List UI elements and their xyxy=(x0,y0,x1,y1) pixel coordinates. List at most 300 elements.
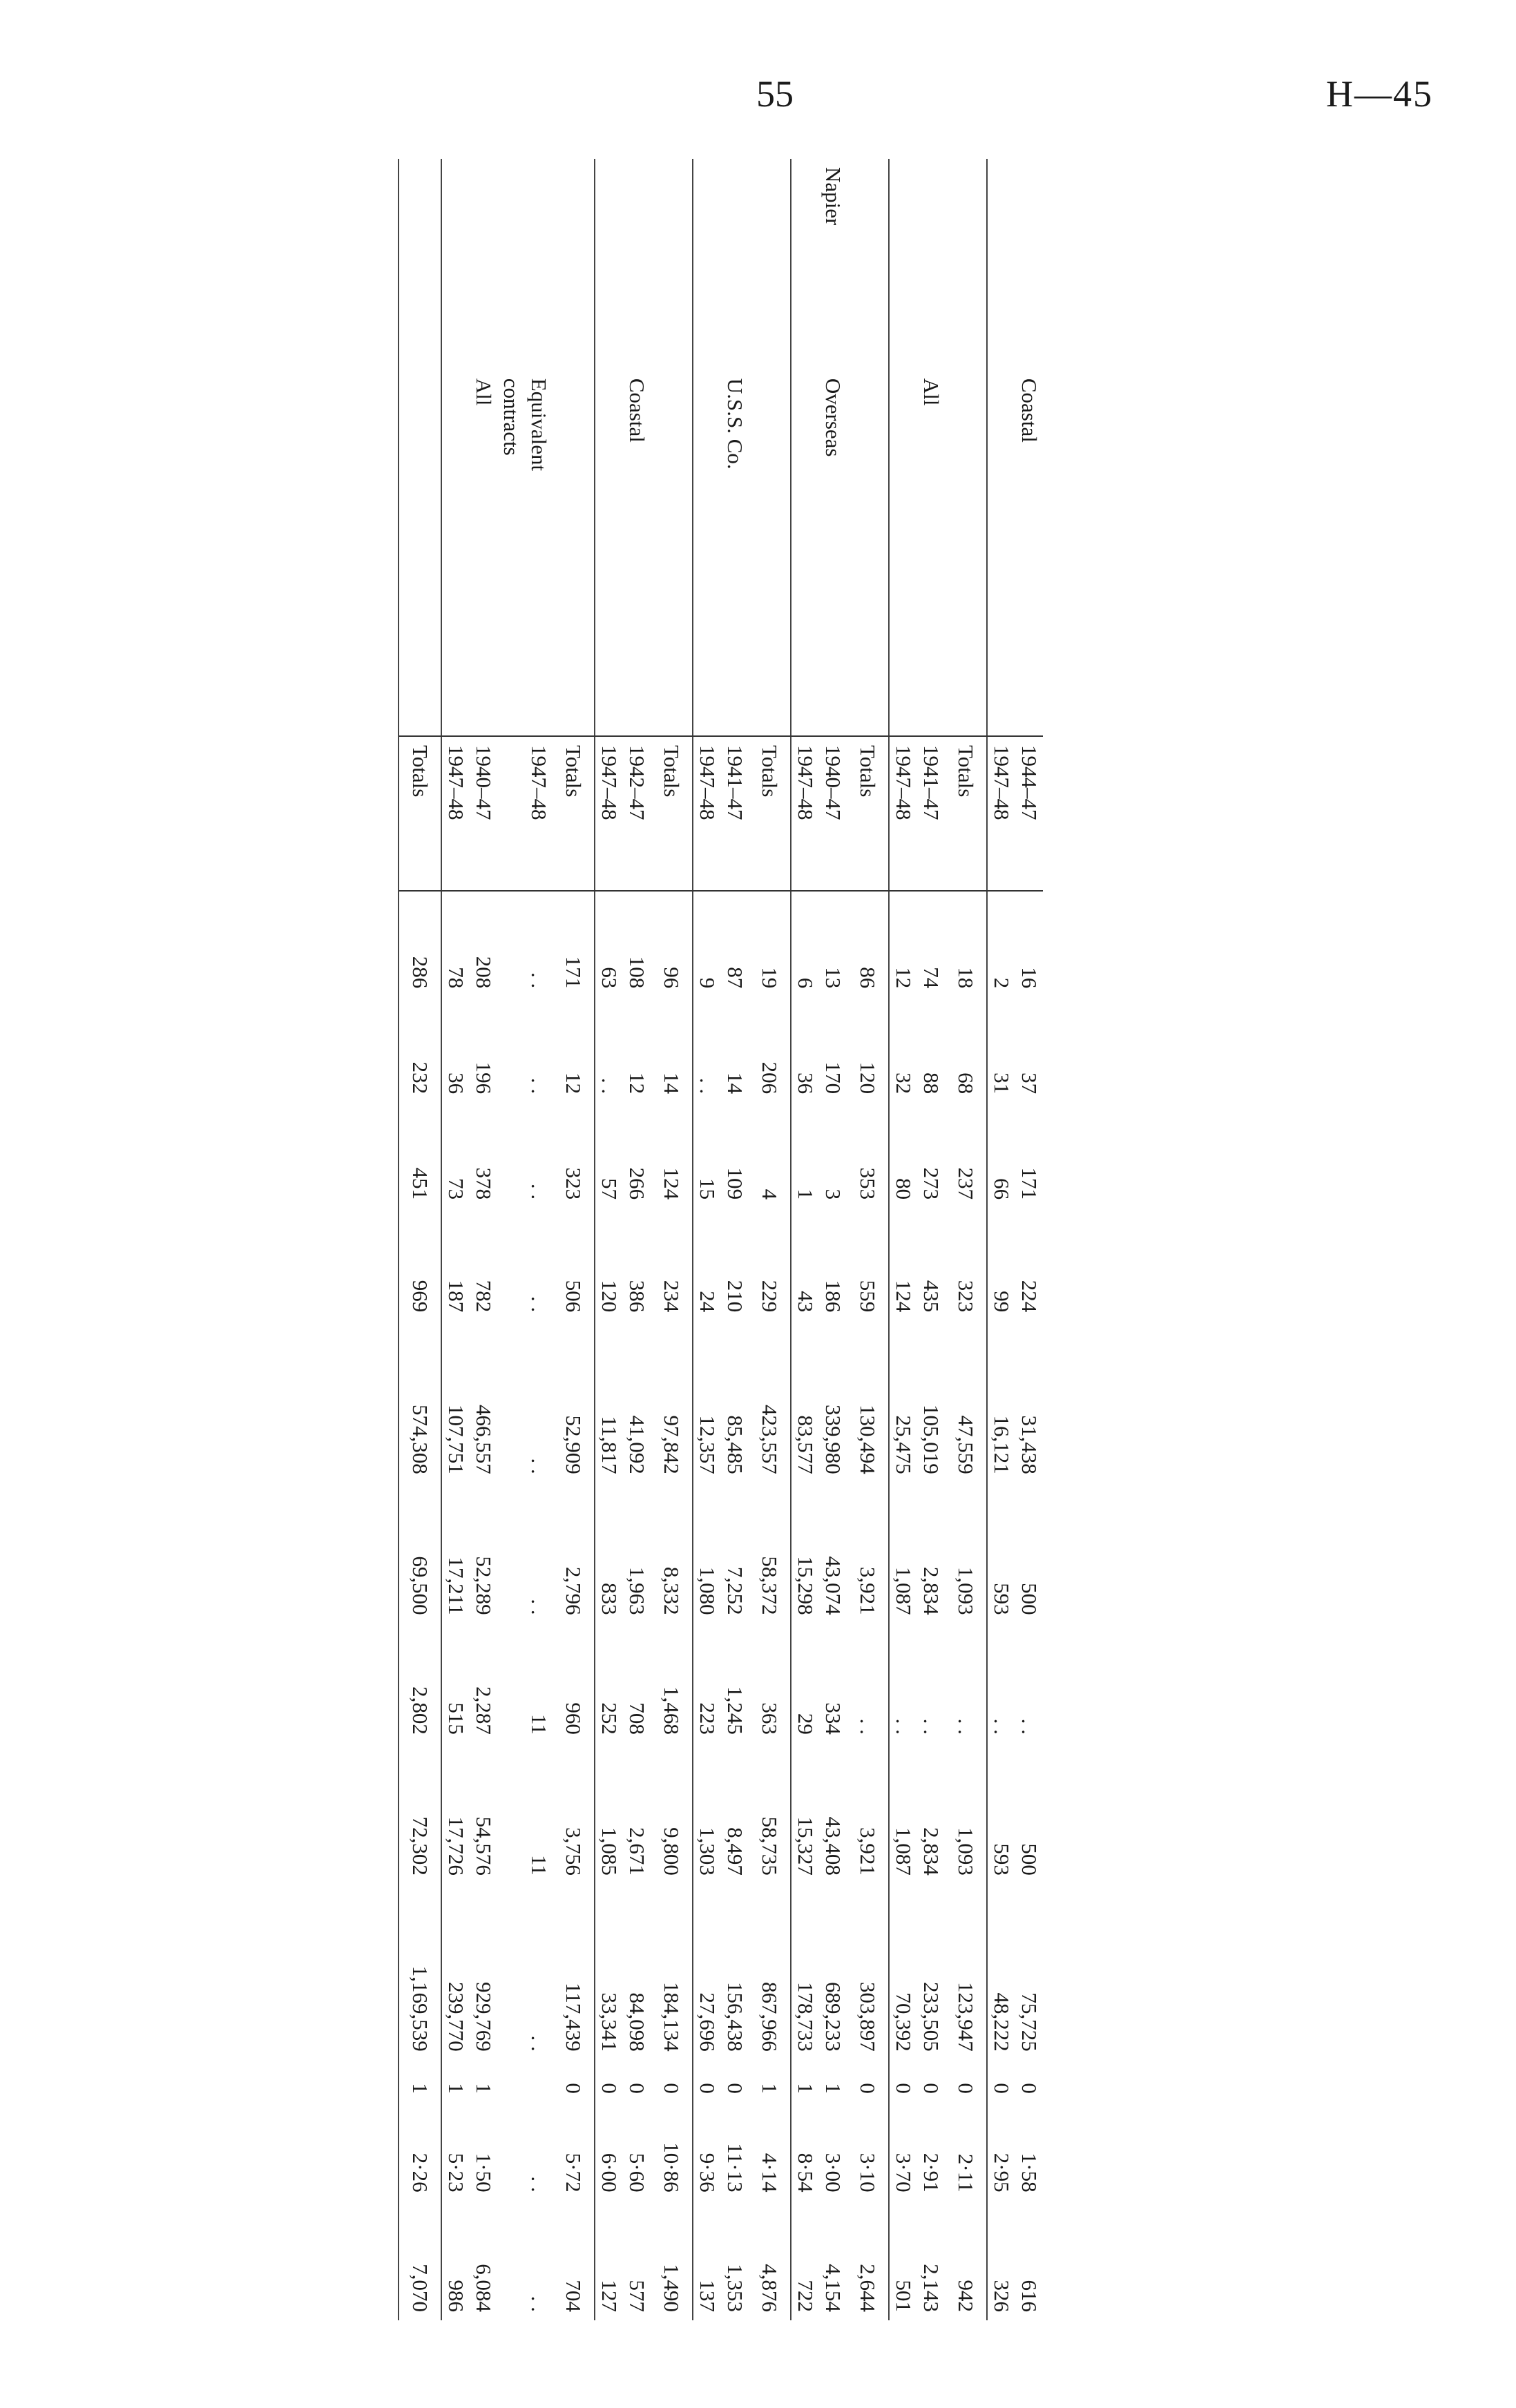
year-cell: 1941–47 xyxy=(917,736,945,891)
value-cell: 1,303 xyxy=(695,1827,720,1876)
value-cell: 3,921 xyxy=(847,1483,889,1624)
value-cell: 237 xyxy=(945,1102,987,1208)
table-row xyxy=(1015,159,1043,2320)
value-cell: 11·13 xyxy=(723,2143,747,2193)
value-cell: 105,019 xyxy=(919,1404,943,1474)
value-cell: 0 xyxy=(892,2083,916,2094)
value-cell: 273 xyxy=(919,1167,943,1200)
value-cell xyxy=(497,1884,525,2060)
value-cell: . . xyxy=(847,1624,889,1743)
value-cell: 15,327 xyxy=(794,1816,818,1876)
value-cell: 16,121 xyxy=(990,1415,1014,1474)
value-cell: 68 xyxy=(945,996,987,1102)
value-cell: 500 xyxy=(1017,1583,1042,1615)
value-cell: 25,475 xyxy=(892,1415,916,1474)
value-cell: 107,751 xyxy=(444,1404,468,1474)
value-cell: 0 xyxy=(651,2060,693,2102)
port-cell xyxy=(847,159,889,370)
value-cell: 239,770 xyxy=(444,1981,468,2052)
value-cell: 3,921 xyxy=(847,1743,889,1884)
class-cell xyxy=(847,370,889,736)
value-cell: 593 xyxy=(990,1583,1014,1615)
value-cell xyxy=(497,891,525,996)
value-cell: 52,289 xyxy=(472,1556,496,1615)
port-cell xyxy=(945,159,987,370)
value-cell: 99 xyxy=(990,1291,1014,1313)
class-cell: All xyxy=(919,378,943,406)
value-cell: 0 xyxy=(919,2083,943,2094)
value-cell: 2,671 xyxy=(625,1827,649,1876)
value-cell: 1,087 xyxy=(892,1827,916,1876)
value-cell: 5·72 xyxy=(553,2102,595,2201)
totals-row xyxy=(553,159,595,2320)
value-cell: 87 xyxy=(721,891,749,996)
value-cell: 386 xyxy=(625,1280,649,1313)
value-cell: 137 xyxy=(695,2280,720,2312)
value-cell: 19 xyxy=(749,891,791,996)
value-cell: 1,169,539 xyxy=(399,1884,441,2060)
value-cell: 11,817 xyxy=(597,1416,622,1474)
value-cell: . . xyxy=(527,1183,551,1200)
value-cell: 13 xyxy=(819,891,847,996)
value-cell: 234 xyxy=(651,1208,693,1320)
value-cell: 80 xyxy=(892,1178,916,1200)
value-cell: 75,725 xyxy=(1017,1992,1042,2052)
year-cell: 1940–47 xyxy=(470,736,497,891)
value-cell: 70,392 xyxy=(892,1992,916,2052)
value-cell: 223 xyxy=(695,1702,720,1735)
class-cell xyxy=(595,370,623,736)
value-cell: 3 xyxy=(821,1188,845,1200)
value-cell: 506 xyxy=(553,1208,595,1320)
year-cell: 1947–48 xyxy=(987,736,1015,891)
value-cell xyxy=(497,1743,525,1884)
value-cell: 423,557 xyxy=(749,1320,791,1482)
year-cell: 1944–47 xyxy=(1015,736,1043,891)
value-cell: 616 xyxy=(1017,2280,1042,2312)
value-cell: 1 xyxy=(399,2060,441,2102)
value-cell: 208 xyxy=(470,891,497,996)
value-cell: 942 xyxy=(945,2201,987,2320)
value-cell: 69,500 xyxy=(399,1483,441,1624)
port-cell xyxy=(399,159,441,370)
value-cell: 0 xyxy=(1017,2083,1042,2094)
table-row xyxy=(441,159,470,2320)
port-cell xyxy=(595,159,623,370)
value-cell: 229 xyxy=(749,1208,791,1320)
value-cell: 2,644 xyxy=(847,2201,889,2320)
year-cell: Totals xyxy=(553,736,595,891)
value-cell: 0 xyxy=(723,2083,747,2094)
value-cell: 108 xyxy=(623,891,651,996)
value-cell: 120 xyxy=(597,1280,622,1313)
value-cell: 31 xyxy=(990,1072,1014,1095)
port-cell xyxy=(987,159,1015,370)
value-cell: 6,084 xyxy=(472,2264,496,2312)
value-cell: 1,093 xyxy=(945,1743,987,1884)
table-row xyxy=(470,159,497,2320)
value-cell: 1,085 xyxy=(597,1827,622,1876)
value-cell: 5·23 xyxy=(444,2152,468,2193)
value-cell: . . xyxy=(527,1599,551,1615)
port-cell xyxy=(791,159,819,370)
value-cell: 1,963 xyxy=(625,1566,649,1615)
table-row xyxy=(791,159,819,2320)
value-cell: 1,245 xyxy=(723,1686,747,1735)
value-cell: 187 xyxy=(444,1280,468,1313)
table-row xyxy=(819,159,847,2320)
value-cell: 3·70 xyxy=(892,2152,916,2193)
value-cell: 689,233 xyxy=(821,1981,845,2052)
value-cell: 12 xyxy=(625,1072,649,1095)
value-cell: 266 xyxy=(625,1167,649,1200)
value-cell xyxy=(497,1483,525,1624)
class-cell xyxy=(945,370,987,736)
value-cell: 86 xyxy=(847,891,889,996)
value-cell: 969 xyxy=(399,1208,441,1320)
value-cell: 593 xyxy=(990,1843,1014,1876)
value-cell: . . xyxy=(597,1077,622,1095)
value-cell: . . xyxy=(695,1077,720,1095)
value-cell: 120 xyxy=(847,996,889,1102)
class-cell: Coastal xyxy=(1017,378,1042,443)
value-cell: 782 xyxy=(472,1280,496,1313)
value-cell xyxy=(497,996,525,1102)
value-cell: 8·54 xyxy=(794,2152,818,2193)
value-cell: 9·36 xyxy=(695,2152,720,2193)
class-cell: U.S.S. Co. xyxy=(723,378,747,470)
value-cell: 4 xyxy=(749,1102,791,1208)
value-cell: 500 xyxy=(1017,1843,1042,1876)
value-cell: 7,252 xyxy=(723,1566,747,1615)
value-cell: 4,876 xyxy=(749,2201,791,2320)
value-cell: 5·60 xyxy=(625,2152,649,2193)
port-cell xyxy=(623,159,651,370)
value-cell: 96 xyxy=(651,891,693,996)
value-cell: 2,834 xyxy=(919,1566,943,1615)
port-cell xyxy=(749,159,791,370)
value-cell: 109 xyxy=(723,1167,747,1200)
value-cell: 1,093 xyxy=(945,1483,987,1624)
class-cell: contracts xyxy=(499,378,524,456)
totals-row xyxy=(749,159,791,2320)
year-cell: 1942–47 xyxy=(623,736,651,891)
value-cell: 33,341 xyxy=(597,1992,622,2052)
value-cell: 14 xyxy=(723,1072,747,1095)
value-cell: . . xyxy=(527,2035,551,2052)
value-cell: 232 xyxy=(399,996,441,1102)
value-cell: 31,438 xyxy=(1017,1415,1042,1474)
value-cell: 708 xyxy=(625,1702,649,1735)
value-cell: 66 xyxy=(990,1178,1014,1200)
value-cell: 323 xyxy=(945,1208,987,1320)
value-cell: 0 xyxy=(990,2083,1014,2094)
value-cell: 986 xyxy=(444,2280,468,2312)
value-cell: . . xyxy=(990,1718,1014,1735)
value-cell: 73 xyxy=(444,1178,468,1200)
value-cell: 85,485 xyxy=(723,1415,747,1474)
value-cell: 960 xyxy=(553,1624,595,1743)
value-cell: 1·58 xyxy=(1017,2152,1042,2193)
table-body xyxy=(399,159,1043,2320)
year-cell: 1947–48 xyxy=(791,736,819,891)
value-cell: 4,154 xyxy=(821,2264,845,2312)
value-cell: 47,559 xyxy=(945,1320,987,1482)
value-cell: 233,505 xyxy=(919,1981,943,2052)
port-cell xyxy=(651,159,693,370)
value-cell: 2,143 xyxy=(919,2264,943,2312)
year-cell: Totals xyxy=(945,736,987,891)
value-cell: 84,098 xyxy=(625,1992,649,2052)
value-cell: 12 xyxy=(553,996,595,1102)
value-cell: . . xyxy=(525,891,553,996)
value-cell xyxy=(497,2201,525,2320)
value-cell: 1·50 xyxy=(472,2152,496,2193)
value-cell: 156,438 xyxy=(723,1981,747,2052)
value-cell: 43,408 xyxy=(821,1816,845,1876)
value-cell: 1 xyxy=(794,2083,818,2094)
port-cell xyxy=(470,159,497,370)
statistics-table xyxy=(398,159,1043,2320)
table-row xyxy=(525,159,553,2320)
value-cell: 9,800 xyxy=(651,1743,693,1884)
value-cell: 451 xyxy=(399,1102,441,1208)
value-cell: 2·26 xyxy=(399,2102,441,2201)
value-cell: 17,726 xyxy=(444,1816,468,1876)
value-cell: 184,134 xyxy=(651,1884,693,2060)
value-cell: 0 xyxy=(945,2060,987,2102)
class-cell: Overseas xyxy=(821,378,845,457)
year-cell: 1947–48 xyxy=(693,736,721,891)
value-cell: 722 xyxy=(794,2280,818,2312)
table-row xyxy=(595,159,623,2320)
value-cell: 210 xyxy=(723,1280,747,1313)
value-cell: 97,842 xyxy=(651,1320,693,1482)
value-cell: 574,308 xyxy=(399,1320,441,1482)
value-cell: 3,756 xyxy=(553,1743,595,1884)
value-cell: 58,372 xyxy=(749,1483,791,1624)
year-cell: 1940–47 xyxy=(819,736,847,891)
value-cell: 303,897 xyxy=(847,1884,889,2060)
value-cell: 1,353 xyxy=(723,2264,747,2312)
value-cell: 363 xyxy=(749,1624,791,1743)
value-cell xyxy=(497,1320,525,1482)
value-cell: 36 xyxy=(794,1072,818,1095)
value-cell: . . xyxy=(527,1077,551,1095)
value-cell: 72,302 xyxy=(399,1743,441,1884)
value-cell: 559 xyxy=(847,1208,889,1320)
value-cell: . . xyxy=(527,2176,551,2193)
value-cell: 18 xyxy=(945,891,987,996)
value-cell: 0 xyxy=(625,2083,649,2094)
year-cell: 1947–48 xyxy=(441,736,470,891)
value-cell: 704 xyxy=(553,2201,595,2320)
value-cell xyxy=(525,2060,553,2102)
value-cell xyxy=(497,1102,525,1208)
value-cell: 1,490 xyxy=(651,2201,693,2320)
class-cell xyxy=(791,370,819,736)
value-cell: 12 xyxy=(889,891,917,996)
value-cell xyxy=(497,2060,525,2102)
value-cell: . . xyxy=(527,1295,551,1313)
value-cell: 7,070 xyxy=(399,2201,441,2320)
year-cell: Totals xyxy=(651,736,693,891)
value-cell: 1,468 xyxy=(651,1624,693,1743)
value-cell: 74 xyxy=(917,891,945,996)
port-cell xyxy=(889,159,917,370)
value-cell: 32 xyxy=(892,1072,916,1095)
value-cell: 2,796 xyxy=(553,1483,595,1624)
value-cell: 0 xyxy=(597,2083,622,2094)
table-row xyxy=(917,159,945,2320)
class-cell xyxy=(651,370,693,736)
value-cell: 435 xyxy=(919,1280,943,1313)
page-number: 55 xyxy=(756,73,794,115)
value-cell: 11 xyxy=(527,1854,551,1876)
value-cell: 14 xyxy=(651,996,693,1102)
value-cell: 41,092 xyxy=(625,1415,649,1474)
port-cell xyxy=(497,159,525,370)
class-cell xyxy=(693,370,721,736)
value-cell: 15 xyxy=(695,1178,720,1200)
value-cell: 326 xyxy=(990,2280,1014,2312)
value-cell: 48,222 xyxy=(990,1992,1014,2052)
class-cell xyxy=(987,370,1015,736)
value-cell: 37 xyxy=(1017,1072,1042,1095)
table-row xyxy=(623,159,651,2320)
value-cell: 867,966 xyxy=(749,1884,791,2060)
value-cell: 43,074 xyxy=(821,1556,845,1615)
totals-row xyxy=(847,159,889,2320)
value-cell: . . xyxy=(527,1458,551,1474)
value-cell: 9 xyxy=(693,891,721,996)
table-row xyxy=(721,159,749,2320)
value-cell: 6 xyxy=(791,891,819,996)
class-cell: All xyxy=(472,378,496,406)
value-cell: 83,577 xyxy=(794,1415,818,1474)
value-cell: 2,287 xyxy=(472,1686,496,1735)
year-cell: 1947–48 xyxy=(889,736,917,891)
value-cell: 2·11 xyxy=(945,2102,987,2201)
value-cell: . . xyxy=(919,1718,943,1735)
class-cell xyxy=(889,370,917,736)
value-cell: 24 xyxy=(695,1291,720,1313)
class-cell: Equivalent xyxy=(527,378,551,472)
totals-row xyxy=(945,159,987,2320)
class-cell xyxy=(399,370,441,736)
table-row xyxy=(889,159,917,2320)
value-cell: 2,802 xyxy=(399,1624,441,1743)
value-cell: 2·91 xyxy=(919,2152,943,2193)
value-cell: 501 xyxy=(892,2280,916,2312)
class-cell: Coastal xyxy=(625,378,649,443)
value-cell: 127 xyxy=(597,2280,622,2312)
value-cell: 16 xyxy=(1015,891,1043,996)
value-cell: 54,576 xyxy=(472,1816,496,1876)
value-cell: 63 xyxy=(595,891,623,996)
class-cell xyxy=(441,370,470,736)
year-cell: Totals xyxy=(749,736,791,891)
value-cell: 124 xyxy=(651,1102,693,1208)
value-cell: 1 xyxy=(794,1188,818,1200)
value-cell: 334 xyxy=(821,1702,845,1735)
value-cell: 1,080 xyxy=(695,1566,720,1615)
value-cell xyxy=(497,1208,525,1320)
value-cell: 15,298 xyxy=(794,1556,818,1615)
year-cell: Totals xyxy=(399,736,441,891)
year-cell: 1947–48 xyxy=(595,736,623,891)
value-cell: 78 xyxy=(441,891,470,996)
year-cell xyxy=(497,736,525,891)
totals-row xyxy=(651,159,693,2320)
value-cell: 353 xyxy=(847,1102,889,1208)
value-cell: 339,980 xyxy=(821,1404,845,1474)
year-cell: Totals xyxy=(847,736,889,891)
value-cell: 1 xyxy=(749,2060,791,2102)
value-cell: 10·86 xyxy=(651,2102,693,2201)
value-cell: 17,211 xyxy=(444,1557,468,1615)
value-cell: 12,357 xyxy=(695,1415,720,1474)
table-row xyxy=(987,159,1015,2320)
value-cell: 466,557 xyxy=(472,1404,496,1474)
port-cell xyxy=(553,159,595,370)
port-cell xyxy=(693,159,721,370)
value-cell xyxy=(497,2102,525,2201)
value-cell: 1 xyxy=(821,2083,845,2094)
value-cell: . . xyxy=(1017,1718,1042,1735)
value-cell: 88 xyxy=(919,1072,943,1095)
port-cell xyxy=(917,159,945,370)
value-cell: 2·95 xyxy=(990,2152,1014,2193)
value-cell xyxy=(497,1624,525,1743)
value-cell: 170 xyxy=(821,1061,845,1095)
value-cell: 130,494 xyxy=(847,1320,889,1482)
value-cell: 378 xyxy=(472,1167,496,1200)
value-cell: 2,834 xyxy=(919,1827,943,1876)
value-cell: 124 xyxy=(892,1280,916,1313)
value-cell: 286 xyxy=(399,891,441,996)
value-cell: 6·00 xyxy=(597,2152,622,2193)
value-cell: . . xyxy=(527,2295,551,2312)
value-cell: 3·00 xyxy=(821,2152,845,2193)
value-cell: 4·14 xyxy=(749,2102,791,2201)
value-cell: 36 xyxy=(444,1072,468,1095)
rotated-table-container xyxy=(104,159,1043,2320)
year-cell: 1947–48 xyxy=(525,736,553,891)
table-row xyxy=(497,159,525,2320)
value-cell: 1,087 xyxy=(892,1566,916,1615)
value-cell: 27,696 xyxy=(695,1992,720,2052)
port-cell xyxy=(721,159,749,370)
port-cell xyxy=(441,159,470,370)
port-cell xyxy=(1015,159,1043,370)
value-cell: 1 xyxy=(444,2083,468,2094)
totals-row xyxy=(399,159,441,2320)
value-cell: 57 xyxy=(597,1178,622,1200)
value-cell: 0 xyxy=(553,2060,595,2102)
value-cell: 833 xyxy=(597,1583,622,1615)
value-cell: 123,947 xyxy=(945,1884,987,2060)
class-cell xyxy=(553,370,595,736)
value-cell: 8,332 xyxy=(651,1483,693,1624)
value-cell: 929,769 xyxy=(472,1981,496,2052)
value-cell: 323 xyxy=(553,1102,595,1208)
page-reference: H—45 xyxy=(1326,73,1433,115)
port-cell: Napier xyxy=(821,167,845,226)
year-cell: 1941–47 xyxy=(721,736,749,891)
value-cell: . . xyxy=(945,1624,987,1743)
port-cell xyxy=(525,159,553,370)
